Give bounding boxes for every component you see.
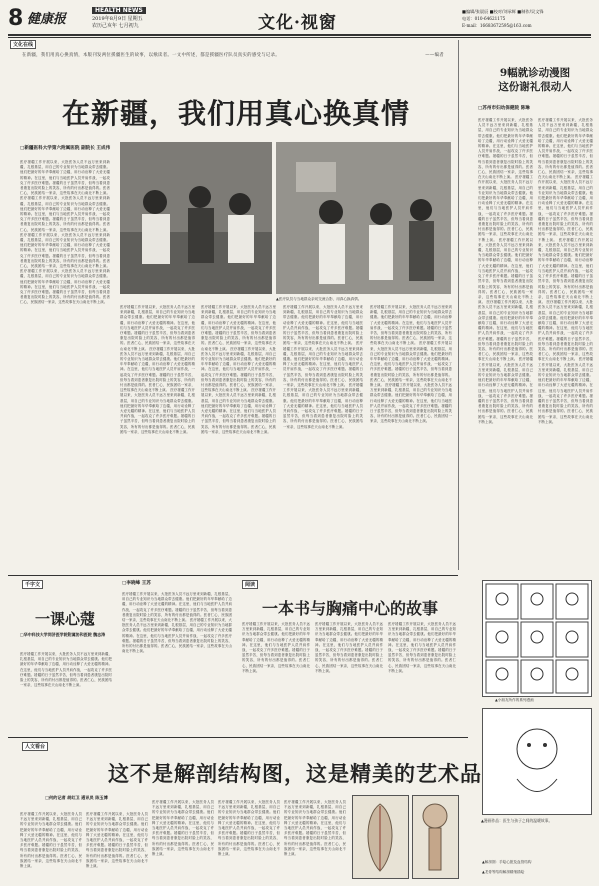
article5-col2-text: 医疗援疆工作开展以来，大批医务人员不远万里来到新疆，扎根基层，用自己的专业知识为当地群众带去健康。他们把最好的年华奉献给了边疆，用行动诠释了大爱无疆的精神。在这里，他们与当地医护人员并肩作战，一起攻克了许多医疗难题。援疆的日子虽然辛苦，但每当看到患者康复出院时脸上的笑容，所有的付出都是值得的。医者仁心，民族团结一家亲，这些故事在天山南北不断上演。 (86, 812, 148, 869)
qianziwen-tag: 千字文 (22, 580, 43, 589)
article2-text: 医疗援疆工作开展以来，大批医务人员不远万里来到新疆，扎根基层，用自己的专业知识为当地群众带去健康。他们把最好的年华奉献给了边疆，用行动诠释了大爱无疆的精神。在这里，他们与当地医护人员并肩作战，一起攻克了许多医疗难题。援疆的日子虽然辛苦，但每当看到患者康复出院时脸上的笑容，所有的付出都是值得的。医者仁心，民族团结一家亲，这些故事在天山南北不断上演。 (20, 652, 112, 688)
page-number: 8 (8, 6, 24, 31)
main-article-col5 (370, 305, 452, 560)
col3-text-2: 医疗援疆工作开展以来，大批医务人员不远万里来到新疆，扎根基层，用自己的专业知识为当地群众带去健康。他们把最好的年华奉献给了边疆，用行动诠释了大爱无疆的精神。在这里，他们与当地医护人员并肩作战，一起攻克了许多医疗难题。援疆的日子虽然辛苦，但每当看到患者康复出院时脸上的笑容，所有的付出都是值得的。医者仁心，民族团结一家亲，这些故事在天山南北不断上演。 (201, 346, 276, 393)
article3-body (122, 592, 232, 732)
article3-text: 医疗援疆工作开展以来，大批医务人员不远万里来到新疆，扎根基层，用自己的专业知识为当地群众带去健康。他们把最好的年华奉献给了边疆，用行动诠释了大爱无疆的精神。在这里，他们与当地医护人员并肩作战，一起攻克了许多医疗难题。援疆的日子虽然辛苦，但每当看到患者康复出院时脸上的笑容，所有的付出都是值得的。医者仁心，民族团结一家亲，这些故事在天山南北不断上演。 (122, 592, 232, 623)
cartoon-grid (482, 580, 592, 697)
article4-col3-text: 医疗援疆工作开展以来，大批医务人员不远万里来到新疆，扎根基层，用自己的专业知识为当地群众带去健康。他们把最好的年华奉献给了边疆，用行动诠释了大爱无疆的精神。在这里，他们与当地医护人员并肩作战，一起攻克了许多医疗难题。援疆的日子虽然辛苦，但每当看到患者康复出院时脸上的笑容，所有的付出都是值得的。医者仁心，民族团结一家亲，这些故事在天山南北不断上演。 (388, 622, 456, 673)
email-line: E-mail：16683672595@163.com (462, 23, 532, 28)
col1-text-2: 医疗援疆工作开展以来，大批医务人员不远万里来到新疆，扎根基层，用自己的专业知识为当地群众带去健康。他们把最好的年华奉献给了边疆，用行动诠释了大爱无疆的精神。在这里，他们与当地医护人员并肩作战，一起攻克了许多医疗难题。援疆的日子虽然辛苦，但每当看到患者康复出院时脸上的笑容，所有的付出都是值得的。医者仁心，民族团结一家亲，这些故事在天山南北不断上演。 (20, 196, 110, 232)
article4-col2 (315, 622, 383, 732)
newspaper-english-name: HEALTH NEWS (92, 7, 146, 14)
article5-col1-text: 医疗援疆工作开展以来，大批医务人员不远万里来到新疆，扎根基层，用自己的专业知识为当地群众带去健康。他们把最好的年华奉献给了边疆，用行动诠释了大爱无疆的精神。在这里，他们与当地医护人员并肩作战，一起攻克了许多医疗难题。援疆的日子虽然辛苦，但每当看到患者康复出院时脸上的笑容，所有的付出都是值得的。医者仁心，民族团结一家亲，这些故事在天山南北不断上演。 (20, 812, 82, 869)
photo-illustration-2 (276, 142, 451, 294)
article2-body (20, 652, 112, 732)
article5-col5-text: 医疗援疆工作开展以来，大批医务人员不远万里来到新疆，扎根基层，用自己的专业知识为当地群众带去健康。他们把最好的年华奉献给了边疆，用行动诠释了大爱无疆的精神。在这里，他们与当地医护人员并肩作战，一起攻克了许多医疗难题。援疆的日子虽然辛苦，但每当看到患者康复出院时脸上的笑容，所有的付出都是值得的。医者仁心，民族团结一家亲，这些故事在天山南北不断上演。 (284, 800, 346, 857)
article5-col2 (86, 812, 148, 882)
column-divider (458, 40, 459, 570)
yuedu-tag: 阅读 (242, 580, 258, 589)
article2-byline: □华中科技大学同济医学院附属协和医院 魏志涛 (20, 632, 106, 637)
anatomy-caption-2: ▲龙骨等结构解剖精细描绘 (482, 870, 525, 874)
col1-text-4: 医疗援疆工作开展以来，大批医务人员不远万里来到新疆，扎根基层，用自己的专业知识为当地群众带去健康。他们把最好的年华奉献给了边疆，用行动诠释了大爱无疆的精神。在这里，他们与当地医护人员并肩作战，一起攻克了许多医疗难题。援疆的日子虽然辛苦，但每当看到患者康复出院时脸上的笑容，所有的付出都是值得的。医者仁心，民族团结一家亲，这些故事在天山南北不断上演。 (20, 269, 110, 305)
photo-caption: ▲医疗队员与当地群众亲切交流合影，用真心换真情。 (276, 297, 362, 301)
side-col1-text-4: 医疗援疆工作开展以来，大批医务人员不远万里来到新疆，扎根基层，用自己的专业知识为当地群众带去健康。他们把最好的年华奉献给了边疆，用行动诠释了大爱无疆的精神。在这里，他们与当地医护人员并肩作战，一起攻克了许多医疗难题。援疆的日子虽然辛苦，但每当看到患者康复出院时脸上的笑容，所有的付出都是值得的。医者仁心，民族团结一家亲，这些故事在天山南北不断上演。 (478, 300, 533, 362)
anatomy-image-1 (352, 795, 409, 879)
second-photo (276, 142, 451, 294)
col3-text-3: 医疗援疆工作开展以来，大批医务人员不远万里来到新疆，扎根基层，用自己的专业知识为当地群众带去健康。他们把最好的年华奉献给了边疆，用行动诠释了大爱无疆的精神。在这里，他们与当地医护人员并肩作战，一起攻克了许多医疗难题。援疆的日子虽然辛苦，但每当看到患者康复出院时脸上的笑容，所有的付出都是值得的。医者仁心，民族团结一家亲，这些故事在天山南北不断上演。 (201, 388, 276, 434)
main-article-col2 (120, 305, 195, 560)
editor-line: ■编辑/张晨辰 ■校对/刘承辉 ■制作/吴文锋 (462, 9, 544, 14)
header-rule-thin (8, 37, 591, 38)
article5-col5 (284, 800, 346, 882)
col4-text-3: 医疗援疆工作开展以来，大批医务人员不远万里来到新疆，扎根基层，用自己的专业知识为当地群众带去健康。他们把最好的年华奉献给了边疆，用行动诠释了大爱无疆的精神。在这里，他们与当地医护人员并肩作战，一起攻克了许多医疗难题。援疆的日子虽然辛苦，但每当看到患者康复出院时脸上的笑容，所有的付出都是值得的。医者仁心，民族团结一家亲，这些故事在天山南北不断上演。 (283, 383, 363, 429)
side-byline: □苏州市妇幼保健院 陈琳 (478, 106, 530, 111)
article5-col1 (20, 812, 82, 882)
column-title: 文化·视窗 (258, 13, 337, 33)
side-col1-text-2: 医疗援疆工作开展以来，大批医务人员不远万里来到新疆，扎根基层，用自己的专业知识为当地群众带去健康。他们把最好的年华奉献给了边疆，用行动诠释了大爱无疆的精神。在这里，他们与当地医护人员并肩作战，一起攻克了许多医疗难题。援疆的日子虽然辛苦，但每当看到患者康复出院时脸上的笑容，所有的付出都是值得的。医者仁心，民族团结一家亲，这些故事在天山南北不断上演。 (478, 175, 533, 242)
article4-col2-text: 医疗援疆工作开展以来，大批医务人员不远万里来到新疆，扎根基层，用自己的专业知识为当地群众带去健康。他们把最好的年华奉献给了边疆，用行动诠释了大爱无疆的精神。在这里，他们与当地医护人员并肩作战，一起攻克了许多医疗难题。援疆的日子虽然辛苦，但每当看到患者康复出院时脸上的笑容，所有的付出都是值得的。医者仁心，民族团结一家亲，这些故事在天山南北不断上演。 (315, 622, 383, 673)
col2-text-2: 医疗援疆工作开展以来，大批医务人员不远万里来到新疆，扎根基层，用自己的专业知识为当地群众带去健康。他们把最好的年华奉献给了边疆，用行动诠释了大爱无疆的精神。在这里，他们与当地医护人员并肩作战，一起攻克了许多医疗难题。援疆的日子虽然辛苦，但每当看到患者康复出院时脸上的笑容，所有的付出都是值得的。医者仁心，民族团结一家亲，这些故事在天山南北不断上演。 (120, 346, 195, 393)
issue-date: 2019年8月9日 星期五 (92, 16, 143, 22)
col5-text-3: 医疗援疆工作开展以来，大批医务人员不远万里来到新疆，扎根基层，用自己的专业知识为当地群众带去健康。他们把最好的年华奉献给了边疆，用行动诠释了大爱无疆的精神。在这里，他们与当地医护人员并肩作战，一起攻克了许多医疗难题。援疆的日子虽然辛苦，但每当看到患者康复出院时脸上的笑容，所有的付出都是值得的。医者仁心，民族团结一家亲，这些故事在天山南北不断上演。 (370, 383, 452, 424)
anatomy-drawing-2 (413, 796, 458, 878)
article5-col4 (218, 800, 280, 882)
mid-rule (8, 575, 458, 576)
article5-col4-text: 医疗援疆工作开展以来，大批医务人员不远万里来到新疆，扎根基层，用自己的专业知识为当地群众带去健康。他们把最好的年华奉献给了边疆，用行动诠释了大爱无疆的精神。在这里，他们与当地医护人员并肩作战，一起攻克了许多医疗难题。援疆的日子虽然辛苦，但每当看到患者康复出院时脸上的笑容，所有的付出都是值得的。医者仁心，民族团结一家亲，这些故事在天山南北不断上演。 (218, 800, 280, 857)
culture-tag: 文化在线 (10, 40, 36, 49)
side-col2-text: 医疗援疆工作开展以来，大批医务人员不远万里来到新疆，扎根基层，用自己的专业知识为当地群众带去健康。他们把最好的年华奉献给了边疆，用行动诠释了大爱无疆的精神。在这里，他们与当地医护人员并肩作战，一起攻克了许多医疗难题。援疆的日子虽然辛苦，但每当看到患者康复出院时脸上的笑容，所有的付出都是值得的。医者仁心，民族团结一家亲，这些故事在天山南北不断上演。 (538, 118, 593, 180)
lunar-date: 农历己亥年 七月初九 (92, 23, 139, 29)
side-title-line2: 这份谢礼很动人 (498, 81, 572, 93)
col4-text-2: 医疗援疆工作开展以来，大批医务人员不远万里来到新疆，扎根基层，用自己的专业知识为当地群众带去健康。他们把最好的年华奉献给了边疆，用行动诠释了大爱无疆的精神。在这里，他们与当地医护人员并肩作战，一起攻克了许多医疗难题。援疆的日子虽然辛苦，但每当看到患者康复出院时脸上的笑容，所有的付出都是值得的。医者仁心，民族团结一家亲，这些故事在天山南北不断上演。 (283, 341, 363, 388)
anatomy-image-2 (412, 795, 459, 879)
article5-headline: 这不是解剖结构图，这是精美的艺术品 (108, 762, 482, 786)
editor-contacts (462, 8, 544, 29)
anatomy-drawing-1 (353, 796, 408, 878)
col1-text-3: 医疗援疆工作开展以来，大批医务人员不远万里来到新疆，扎根基层，用自己的专业知识为当地群众带去健康。他们把最好的年华奉献给了边疆，用行动诠释了大爱无疆的精神。在这里，他们与当地医护人员并肩作战，一起攻克了许多医疗难题。援疆的日子虽然辛苦，但每当看到患者康复出院时脸上的笑容，所有的付出都是值得的。医者仁心，民族团结一家亲，这些故事在天山南北不断上演。 (20, 232, 110, 269)
side-col1-text: 医疗援疆工作开展以来，大批医务人员不远万里来到新疆，扎根基层，用自己的专业知识为当地群众带去健康。他们把最好的年华奉献给了边疆，用行动诠释了大爱无疆的精神。在这里，他们与当地医护人员并肩作战，一起攻克了许多医疗难题。援疆的日子虽然辛苦，但每当看到患者康复出院时脸上的笑容，所有的付出都是值得的。医者仁心，民族团结一家亲，这些故事在天山南北不断上演。 (478, 118, 533, 180)
header-rule (8, 34, 591, 36)
article5-col3 (152, 800, 214, 882)
article3-text-2: 医疗援疆工作开展以来，大批医务人员不远万里来到新疆，扎根基层，用自己的专业知识为当地群众带去健康。他们把最好的年华奉献给了边疆，用行动诠释了大爱无疆的精神。在这里，他们与当地医护人员并肩作战，一起攻克了许多医疗难题。援疆的日子虽然辛苦，但每当看到患者康复出院时脸上的笑容，所有的付出都是值得的。医者仁心，民族团结一家亲，这些故事在天山南北不断上演。 (122, 618, 232, 654)
intro-text (22, 52, 444, 60)
side-col2-text-5: 医疗援疆工作开展以来，大批医务人员不远万里来到新疆，扎根基层，用自己的专业知识为当地群众带去健康。他们把最好的年华奉献给了边疆，用行动诠释了大爱无疆的精神。在这里，他们与当地医护人员并肩作战，一起攻克了许多医疗难题。援疆的日子虽然辛苦，但每当看到患者康复出院时脸上的笑容，所有的付出都是值得的。医者仁心，民族团结一家亲，这些故事在天山南北不断上演。 (538, 357, 593, 424)
cartoon-caption: ▲小朋友所作的系列漫画 (495, 698, 534, 702)
article4-col1 (242, 622, 310, 732)
article2-headline: 一课心蔻 (35, 610, 96, 628)
side-col1 (478, 118, 533, 573)
intro-body: 在新疆，我们用真心换真情，本版刊发两位援疆医生的故事，以飨读者。一文中所述，都是援疆医疗队员真实的感受与记录。 (22, 53, 280, 58)
side-col2-text-4: 医疗援疆工作开展以来，大批医务人员不远万里来到新疆，扎根基层，用自己的专业知识为当地群众带去健康。他们把最好的年华奉献给了边疆，用行动诠释了大爱无疆的精神。在这里，他们与当地医护人员并肩作战，一起攻克了许多医疗难题。援疆的日子虽然辛苦，但每当看到患者康复出院时脸上的笑容，所有的付出都是值得的。医者仁心，民族团结一家亲，这些故事在天山南北不断上演。 (538, 300, 593, 362)
article4-col1-text: 医疗援疆工作开展以来，大批医务人员不远万里来到新疆，扎根基层，用自己的专业知识为当地群众带去健康。他们把最好的年华奉献给了边疆，用行动诠释了大爱无疆的精神。在这里，他们与当地医护人员并肩作战，一起攻克了许多医疗难题。援疆的日子虽然辛苦，但每当看到患者康复出院时脸上的笑容，所有的付出都是值得的。医者仁心，民族团结一家亲，这些故事在天山南北不断上演。 (242, 622, 310, 673)
side-col2 (538, 118, 593, 573)
article5-byline: □何约记者 胡红卫 通讯员 陈玉博 (45, 795, 108, 800)
main-headline: 在新疆，我们用真心换真情 (61, 97, 410, 130)
side-title-line1: 9幅就诊动漫图 (499, 67, 571, 79)
main-article-col4 (283, 305, 363, 560)
intro-author: ——编者 (425, 53, 444, 58)
col5-text-2: 医疗援疆工作开展以来，大批医务人员不远万里来到新疆，扎根基层，用自己的专业知识为当地群众带去健康。他们把最好的年华奉献给了边疆，用行动诠释了大爱无疆的精神。在这里，他们与当地医护人员并肩作战，一起攻克了许多医疗难题。援疆的日子虽然辛苦，但每当看到患者康复出院时脸上的笑容，所有的付出都是值得的。医者仁心，民族团结一家亲，这些故事在天山南北不断上演。 (370, 341, 452, 388)
cartoon-sketch (483, 709, 591, 814)
main-article-col1 (20, 160, 110, 560)
main-article-col3 (201, 305, 276, 560)
renwen-tag: 人文看台 (22, 742, 48, 751)
photo-illustration (120, 142, 272, 294)
side-title (477, 66, 593, 94)
side-note: ▲漫画作品：医生与孩子之间的温暖故事。 (481, 818, 553, 823)
cartoon-drawing (482, 708, 592, 815)
main-photo (120, 142, 272, 294)
side-col1-text-3: 医疗援疆工作开展以来，大批医务人员不远万里来到新疆，扎根基层，用自己的专业知识为当地群众带去健康。他们把最好的年华奉献给了边疆，用行动诠释了大爱无疆的精神。在这里，他们与当地医护人员并肩作战，一起攻克了许多医疗难题。援疆的日子虽然辛苦，但每当看到患者康复出院时脸上的笑容，所有的付出都是值得的。医者仁心，民族团结一家亲，这些故事在天山南北不断上演。 (478, 237, 533, 305)
article3-byline: □李晓峰 王苏 (122, 581, 151, 586)
col4-text: 医疗援疆工作开展以来，大批医务人员不远万里来到新疆，扎根基层，用自己的专业知识为当地群众带去健康。他们把最好的年华奉献给了边疆，用行动诠释了大爱无疆的精神。在这里，他们与当地医护人员并肩作战，一起攻克了许多医疗难题。援疆的日子虽然辛苦，但每当看到患者康复出院时脸上的笑容，所有的付出都是值得的。医者仁心，民族团结一家亲，这些故事在天山南北不断上演。 (283, 305, 363, 346)
article5-col3-text: 医疗援疆工作开展以来，大批医务人员不远万里来到新疆，扎根基层，用自己的专业知识为当地群众带去健康。他们把最好的年华奉献给了边疆，用行动诠释了大爱无疆的精神。在这里，他们与当地医护人员并肩作战，一起攻克了许多医疗难题。援疆的日子虽然辛苦，但每当看到患者康复出院时脸上的笑容，所有的付出都是值得的。医者仁心，民族团结一家亲，这些故事在天山南北不断上演。 (152, 800, 214, 857)
side-col1-text-5: 医疗援疆工作开展以来，大批医务人员不远万里来到新疆，扎根基层，用自己的专业知识为当地群众带去健康。他们把最好的年华奉献给了边疆，用行动诠释了大爱无疆的精神。在这里，他们与当地医护人员并肩作战，一起攻克了许多医疗难题。援疆的日子虽然辛苦，但每当看到患者康复出院时脸上的笑容，所有的付出都是值得的。医者仁心，民族团结一家亲，这些故事在天山南北不断上演。 (478, 357, 533, 424)
side-col2-text-3: 医疗援疆工作开展以来，大批医务人员不远万里来到新疆，扎根基层，用自己的专业知识为当地群众带去健康。他们把最好的年华奉献给了边疆，用行动诠释了大爱无疆的精神。在这里，他们与当地医护人员并肩作战，一起攻克了许多医疗难题。援疆的日子虽然辛苦，但每当看到患者康复出院时脸上的笑容，所有的付出都是值得的。医者仁心，民族团结一家亲，这些故事在天山南北不断上演。 (538, 237, 593, 305)
phone-line: 电话：010-64621175 (462, 16, 506, 21)
col1-text: 医疗援疆工作开展以来，大批医务人员不远万里来到新疆，扎根基层，用自己的专业知识为当地群众带去健康。他们把最好的年华奉献给了边疆，用行动诠释了大爱无疆的精神。在这里，他们与当地医护人员并肩作战，一起攻克了许多医疗难题。援疆的日子虽然辛苦，但每当看到患者康复出院时脸上的笑容，所有的付出都是值得的。医者仁心，民族团结一家亲，这些故事在天山南北不断上演。 (20, 160, 110, 196)
col5-text: 医疗援疆工作开展以来，大批医务人员不远万里来到新疆，扎根基层，用自己的专业知识为当地群众带去健康。他们把最好的年华奉献给了边疆，用行动诠释了大爱无疆的精神。在这里，他们与当地医护人员并肩作战，一起攻克了许多医疗难题。援疆的日子虽然辛苦，但每当看到患者康复出院时脸上的笑容，所有的付出都是值得的。医者仁心，民族团结一家亲，这些故事在天山南北不断上演。 (370, 305, 452, 346)
anatomy-caption-1: ▲解剖图：手绘心脏及血管结构 (482, 860, 532, 864)
cartoon-grid-drawing (483, 581, 591, 696)
lower-rule (8, 737, 468, 738)
article4-col3 (388, 622, 456, 732)
col2-text: 医疗援疆工作开展以来，大批医务人员不远万里来到新疆，扎根基层，用自己的专业知识为当地群众带去健康。他们把最好的年华奉献给了边疆，用行动诠释了大爱无疆的精神。在这里，他们与当地医护人员并肩作战，一起攻克了许多医疗难题。援疆的日子虽然辛苦，但每当看到患者康复出院时脸上的笑容，所有的付出都是值得的。医者仁心，民族团结一家亲，这些故事在天山南北不断上演。 (120, 305, 195, 351)
col2-text-3: 医疗援疆工作开展以来，大批医务人员不远万里来到新疆，扎根基层，用自己的专业知识为当地群众带去健康。他们把最好的年华奉献给了边疆，用行动诠释了大爱无疆的精神。在这里，他们与当地医护人员并肩作战，一起攻克了许多医疗难题。援疆的日子虽然辛苦，但每当看到患者康复出院时脸上的笑容，所有的付出都是值得的。医者仁心，民族团结一家亲，这些故事在天山南北不断上演。 (120, 388, 195, 434)
side-col2-text-2: 医疗援疆工作开展以来，大批医务人员不远万里来到新疆，扎根基层，用自己的专业知识为当地群众带去健康。他们把最好的年华奉献给了边疆，用行动诠释了大爱无疆的精神。在这里，他们与当地医护人员并肩作战，一起攻克了许多医疗难题。援疆的日子虽然辛苦，但每当看到患者康复出院时脸上的笑容，所有的付出都是值得的。医者仁心，民族团结一家亲，这些故事在天山南北不断上演。 (538, 175, 593, 242)
main-byline: □新疆医科大学第六附属医院 副院长 王成伟 (20, 146, 111, 151)
newspaper-logo: 健康报 (27, 12, 67, 27)
article4-headline: 一本书与胸痛中心的故事 (262, 599, 439, 618)
col3-text: 医疗援疆工作开展以来，大批医务人员不远万里来到新疆，扎根基层，用自己的专业知识为当地群众带去健康。他们把最好的年华奉献给了边疆，用行动诠释了大爱无疆的精神。在这里，他们与当地医护人员并肩作战，一起攻克了许多医疗难题。援疆的日子虽然辛苦，但每当看到患者康复出院时脸上的笑容，所有的付出都是值得的。医者仁心，民族团结一家亲，这些故事在天山南北不断上演。 (201, 305, 276, 351)
